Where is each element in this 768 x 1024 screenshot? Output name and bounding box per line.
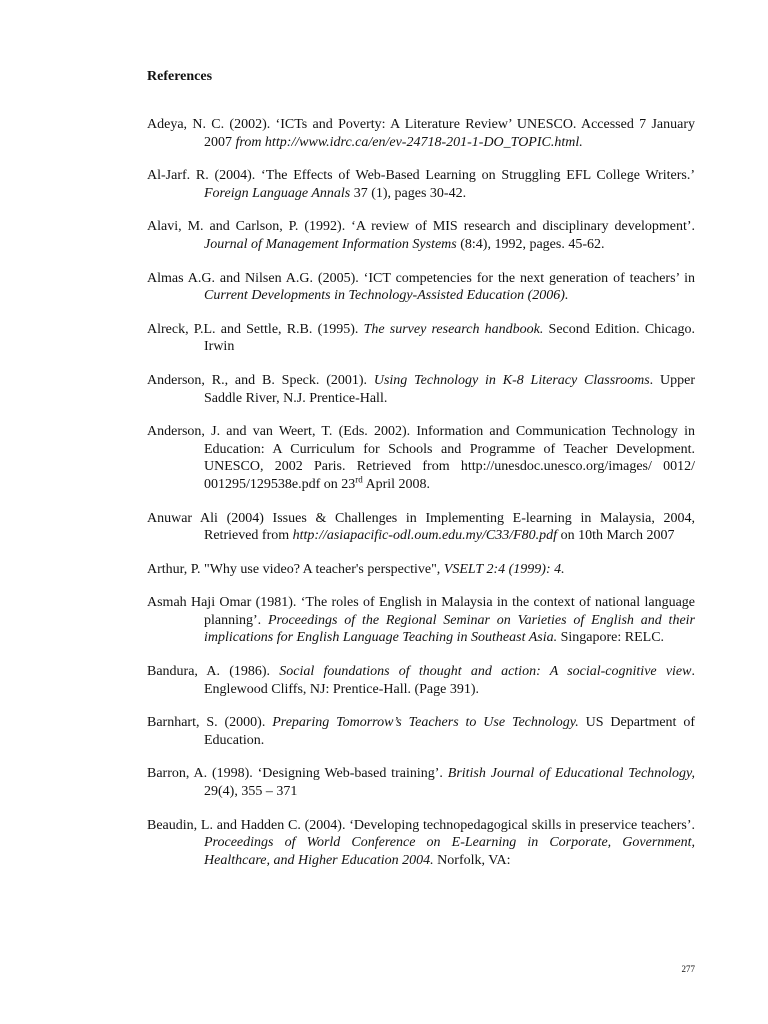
reference-text: 29(4), 355 – 371: [204, 784, 298, 800]
reference-text: 37 (1), pages 30-42.: [350, 185, 467, 201]
reference-entry: [147, 765, 695, 800]
reference-text: . Upper Saddle River, N.J. Prentice-Hall.: [204, 372, 695, 406]
reference-text: April 2008.: [362, 476, 431, 492]
reference-entry: [147, 116, 695, 151]
reference-text: Al-Jarf. R. (2004). ‘The Effects of Web-Based Learning on Struggling EFL College Writers.’: [147, 168, 695, 184]
reference-text: Adeya, N. C. (2002). ‘ICTs and Poverty: A Literature Review’ UNESCO. Accessed 7 January 2007: [147, 117, 695, 150]
reference-italic-text: from http://www.idrc.ca/en/ev-24718-201-1-DO_TOPIC.html.: [235, 134, 583, 150]
reference-italic-text: British Journal of Educational Technology,: [447, 766, 695, 782]
reference-italic-text: Foreign Language Annals: [204, 185, 351, 201]
reference-text: Anderson, J. and van Weert, T. (Eds. 2002). Information and Communication Technology in Education: A Curriculum for Schools and Programme of Teacher Development. UNESCO, 2002 Paris. Retrieved from http://unesdoc.unesco.org/images/ 0012/ 001295/129538e.pdf on 23: [147, 424, 695, 492]
reference-text: Beaudin, L. and Hadden C. (2004). ‘Developing technopedagogical skills in preservice teachers’.: [147, 817, 695, 833]
reference-entry: [147, 423, 695, 493]
references-heading: References: [147, 69, 213, 84]
reference-italic-text: Current Developments in Technology-Assisted Education (2006).: [204, 288, 569, 304]
reference-italic-text: Social foundations of thought and action: A social-cognitive view: [279, 664, 692, 680]
reference-text: on 10th March 2007: [557, 528, 675, 544]
reference-italic-text: http://asiapacific-odl.oum.edu.my/C33/F80.pdf: [292, 528, 558, 544]
reference-superscript: rd: [355, 474, 363, 485]
reference-italic-text: VSELT 2:4 (1999): 4.: [443, 561, 565, 577]
reference-text: Barnhart, S. (2000).: [147, 715, 273, 731]
reference-italic-text: Proceedings of the Regional Seminar on Varieties of English and their implications for English Language Teaching in Southeast Asia.: [204, 612, 696, 646]
reference-text: Norfolk, VA:: [433, 852, 511, 868]
reference-italic-text: Using Technology in K-8 Literacy Classrooms: [373, 372, 650, 388]
reference-entry: [147, 321, 695, 356]
reference-entry: [147, 594, 695, 647]
reference-entry: [147, 561, 695, 579]
reference-text: . Englewood Cliffs, NJ: Prentice-Hall. (Page 391).: [204, 664, 695, 697]
reference-list: [147, 116, 695, 885]
reference-text: US Department of Education.: [204, 715, 695, 748]
reference-text: (8:4), 1992, pages. 45-62.: [456, 236, 605, 252]
reference-text: Second Edition. Chicago. Irwin: [204, 321, 696, 355]
reference-entry: [147, 714, 695, 749]
reference-italic-text: Proceedings of World Conference on E-Learning in Corporate, Government, Healthcare, and Higher Education 2004.: [204, 835, 695, 868]
reference-italic-text: Journal of Management Information Systems: [204, 236, 457, 252]
reference-text: Almas A.G. and Nilsen A.G. (2005). ‘ICT competencies for the next generation of teachers’ in: [147, 270, 695, 286]
reference-entry: [147, 372, 695, 407]
reference-entry: [147, 218, 695, 253]
reference-italic-text: The survey research handbook.: [363, 321, 544, 337]
reference-entry: [147, 270, 695, 305]
reference-text: Anderson, R., and B. Speck. (2001).: [147, 372, 374, 388]
reference-text: Anuwar Ali (2004) Issues & Challenges in Implementing E-learning in Malaysia, 2004, Retrieved from: [147, 510, 695, 544]
reference-text: Bandura, A. (1986).: [147, 664, 280, 680]
reference-text: Barron, A. (1998). ‘Designing Web-based training’.: [147, 766, 448, 782]
reference-text: Arthur, P. "Why use video? A teacher's perspective",: [147, 561, 444, 577]
reference-entry: [147, 167, 695, 202]
reference-entry: [147, 510, 695, 545]
reference-text: Asmah Haji Omar (1981). ‘The roles of English in Malaysia in the context of national language planning’.: [147, 595, 695, 628]
reference-text: Alreck, P.L. and Settle, R.B. (1995).: [147, 321, 364, 337]
page-number: 277: [681, 964, 695, 974]
reference-entry: [147, 817, 695, 870]
reference-italic-text: Preparing Tomorrow’s Teachers to Use Technology.: [272, 715, 579, 731]
reference-text: Singapore: RELC.: [557, 630, 665, 646]
reference-entry: [147, 663, 695, 698]
reference-text: Alavi, M. and Carlson, P. (1992). ‘A review of MIS research and disciplinary development’.: [147, 219, 695, 235]
